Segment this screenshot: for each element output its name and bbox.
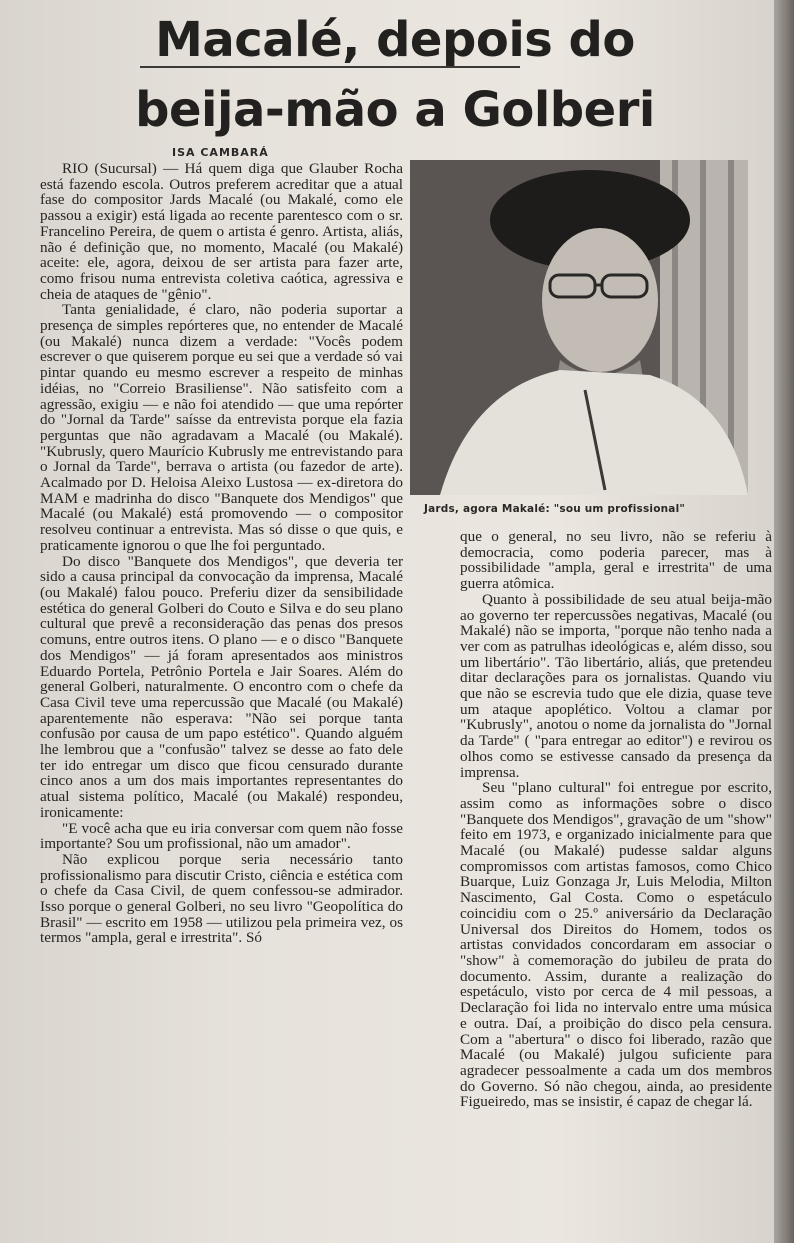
paragraph: Do disco "Banquete dos Mendigos", que deveria ter sido a causa principal da convocação da imprensa, Macalé (ou Makalé) falou pouco. Preferiu dizer da sensibilidade estética do general Golberi do Couto e Silva e do seu plano cultural que prevê a reconsideração das penas dos presos comuns, entre outros itens. O plano — e o disco "Banquete dos Mendigos" — já foram apresentados aos ministros Eduardo Portela, Petrônio Portela e Jair Soares. Além do general Golberi, naturalmente. O encontro com o chefe da Casa Civil teve uma repercussão que Macalé (ou Makalé) aparentemente não esperava: "Não sei porque tanta confusão por causa de um papo estético". Quando alguém lhe lembrou que a "confusão" talvez se desse ao fato dele ter ido entregar um disco que ficou censurado durante cinco anos a um dos mais importantes representantes do atual sistema político, Macalé (ou Makalé) respondeu, ironicamente:	[40, 552, 403, 821]
paragraph: RIO (Sucursal) — Há quem diga que Glauber Rocha está fazendo escola. Outros preferem acreditar que a atual fase do compositor Jards Macalé (ou Makalé, como ele passou a exigir) está ligada ao recente parentesco com o sr. Francelino Pereira, de quem o artista é genro. Artista, aliás, não é definição que, no momento, Macalé (ou Makalé) aceite: ele, agora, deixou de ser artista para fazer arte, como frisou numa entrevista coletiva caótica, agressiva e cheia de ataques de "gênio".	[40, 160, 403, 303]
portrait-illustration	[410, 160, 748, 495]
paragraph: "E você acha que eu iria conversar com quem não fosse importante? Sou um profissional, não um amador".	[40, 819, 403, 853]
portrait-photo	[410, 160, 748, 495]
photo-caption: Jards, agora Makalé: "sou um profissional"	[424, 503, 686, 515]
byline: ISA CAMBARÁ	[172, 146, 269, 159]
left-column	[40, 161, 403, 946]
right-column	[460, 529, 772, 1110]
headline-line-1: Macalé, depois do	[155, 12, 635, 68]
paragraph: que o general, no seu livro, não se referiu à democracia, como poderia parecer, mas à possibilidade "ampla, geral e irrestrita" de uma guerra atômica.	[460, 528, 772, 593]
paragraph: Não explicou porque seria necessário tanto profissionalismo para discutir Cristo, ciência e estética com o chefe da Casa Civil, de quem confessou-se admirador. Isso porque o general Golberi, no seu livro "Geopolítica do Brasil" — escrito em 1958 — utilizou pela primeira vez, os termos "ampla, geral e irrestrita". Só	[40, 850, 403, 947]
paragraph: Tanta genialidade, é claro, não poderia suportar a presença de simples repórteres que, no entender de Macalé (ou Makalé) nunca dizem a verdade: "Vocês podem escrever o que quiserem porque eu sei que a verdade só vai pintar quando eu mesmo escrever a respeito de minhas idéias, no "Correio Brasiliense". Não satisfeito com a agressão, exigiu — e não foi atendido — que uma repórter do "Jornal da Tarde" saísse da entrevista porque ela fazia perguntas que não agradavam a Macalé (ou Makalé). "Kubrusly, quero Maurício Kubrusly me entrevistando para o Jornal da Tarde", berrava o artista (ou fazedor de arte). Acalmado por D. Heloisa Aleixo Lustosa — ex-diretora do MAM e madrinha do disco "Banquete dos Mendigos" que Macalé (ou Makalé) está promovendo — o compositor resolveu continuar a entrevista. Mas só disse o que quis, e praticamente ignorou o que lhe foi perguntado.	[40, 301, 403, 554]
paragraph: Quanto à possibilidade de seu atual beija-mão ao governo ter repercussões negativas, Macalé (ou Makalé) não se importa, "porque não tenho nada a ver com as patrulhas ideológicas e, além disso, sou um libertário". Tão libertário, aliás, que pretendeu ditar declarações para os jornalistas. Quando viu que não se escrevia tudo que ele dizia, quase teve um ataque apoplético. Voltou a clamar por "Kubrusly", anotou o nome da jornalista do "Jornal da Tarde" ( "para entregar ao editor") e revirou os olhos como se estivesse cansado da presença da imprensa.	[460, 590, 772, 781]
paragraph: Seu "plano cultural" foi entregue por escrito, assim como as informações sobre o disco "Banquete dos Mendigos", gravação de um "show" feito em 1973, e organizado inicialmente para que Macalé (ou Makalé) pudesse saldar alguns compromissos com artistas famosos, como Chico Buarque, Luiz Gonzaga Jr, Luis Melodia, Milton Nascimento, Gal Costa. Como o espetáculo coincidiu com o 25.º aniversário da Declaração Universal dos Direitos do Homem, todos os artistas convidados concordaram em associar o "show" à comemoração do jubileu de prata do documento. Assim, durante a realização do espetáculo, visto por cerca de 4 mil pessoas, a Declaração foi lida no intervalo entre uma música e outra. Daí, a proibição do disco pela censura. Com a "abertura" o disco foi liberado, razão que Macalé (ou Makalé) julgou suficiente para agradecer pessoalmente a cada um dos membros do Governo. Só não chegou, ainda, ao presidente Figueiredo, mas se insistir, é capaz de chegar lá.	[460, 779, 772, 1111]
headline-line-2: beija-mão a Golberi	[135, 82, 655, 138]
